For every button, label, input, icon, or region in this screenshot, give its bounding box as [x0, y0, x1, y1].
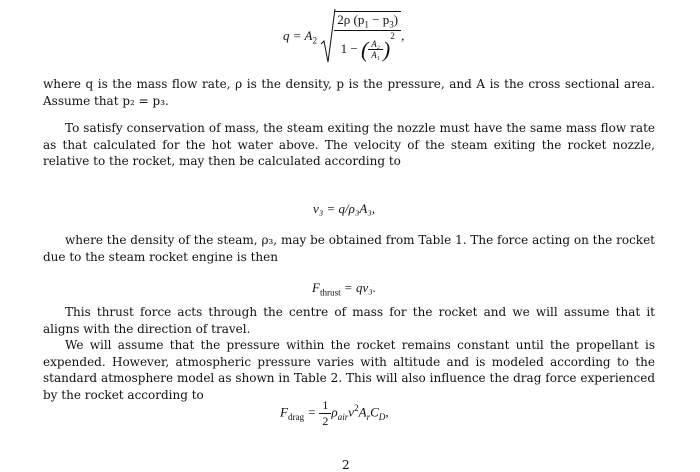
equation-thrust: $F_{thrust} = qv_3$.: [312, 280, 376, 298]
paragraph-conservation-of-mass: To satisfy conservation of mass, the steam exiting the nozzle must have the same mass flow rate as that calculated for the hot water above. The velocity of the steam exiting the rocket nozzle, relative to the rocket, may then be calculated according to: [43, 121, 655, 168]
paragraph-atmospheric-pressure: We will assume that the pressure within the rocket remains constant until the propellant is expended. However, atmospheric pressure varies with altitude and is modeled according to the standard atmosphere model as shown in Table 2. This will also influence the drag force experienced by the rocket according to: [43, 338, 655, 402]
equation-mass-flow: $q = A_2$ 2ρ $(p_1 - p_3)$ 1 − ( $\frac{\text{A₂}}{\text{A₁}}$ )$^2$ ,: [283, 8, 404, 66]
paragraph-definitions: where q is the mass flow rate, ρ is the density, p is the pressure, and A is the cross sectional area. Assume that p₂ = p₃.: [43, 77, 655, 108]
paragraph-steam-density: where the density of the steam, ρ₃, may be obtained from Table 1. The force acting on the rocket due to the steam rocket engine is then: [43, 233, 655, 264]
paragraph-thrust-direction: This thrust force acts through the centre of mass for the rocket and we will assume that it aligns with the direction of travel.: [43, 305, 655, 336]
page-number: 2: [342, 458, 350, 472]
equation-steam-velocity: v₃ = q/ρ₃A₃,: [313, 201, 376, 216]
eq1-lhs: $q = A_2$: [283, 27, 318, 46]
equation-drag: $F_{drag}$ = $\frac{1}{2}$ $\rho_{air}v^2A_rC_D$,: [280, 398, 389, 428]
eq1-fraction: 2ρ $(p_1 - p_3)$ 1 − ( $\frac{\text{A₂}}{\text{A₁}}$ )$^2$: [334, 11, 401, 63]
